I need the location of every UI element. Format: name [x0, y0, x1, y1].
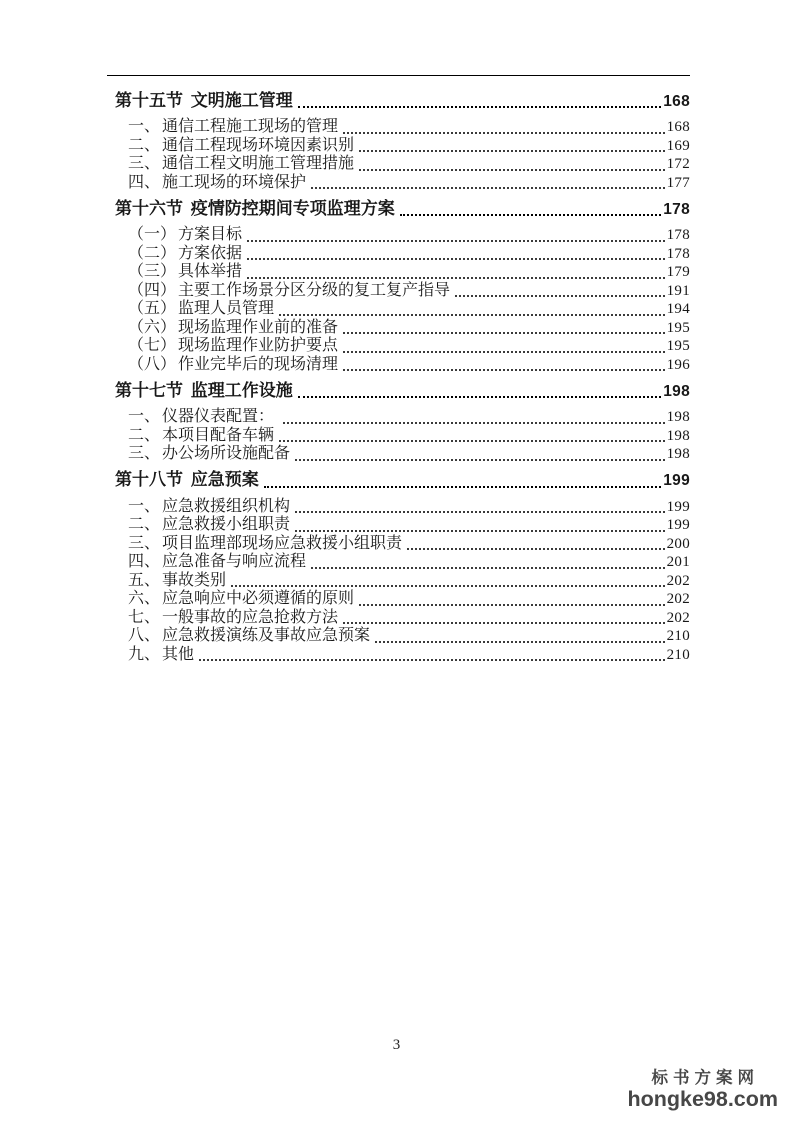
entry-number: 五、: [128, 571, 161, 589]
dot-leader: [295, 530, 665, 532]
entry-page-number: 201: [666, 554, 690, 570]
entry-label: 本项目配备车辆: [162, 426, 275, 444]
section-page-number: 168: [663, 92, 690, 110]
entry-number: 一、: [128, 118, 161, 135]
toc-entry[interactable]: [115, 300, 690, 319]
entry-number: （七）: [128, 337, 177, 354]
toc-entry[interactable]: [115, 627, 690, 646]
toc-entry[interactable]: [115, 408, 690, 427]
toc-entry[interactable]: [115, 337, 690, 356]
section-title: 第十五节 文明施工管理: [115, 90, 293, 110]
entry-label: 通信工程现场环境因素识别: [162, 136, 355, 154]
dot-leader: [311, 567, 665, 569]
entry-page-number: 202: [666, 572, 690, 589]
entry-label: 方案目标: [178, 226, 243, 243]
entry-label: 监理人员管理: [178, 300, 275, 317]
entry-page-number: 178: [666, 227, 690, 243]
dot-leader: [231, 585, 665, 587]
toc-entry[interactable]: [115, 516, 690, 535]
dot-leader: [298, 106, 662, 108]
entry-label: 现场监理作业前的准备: [178, 318, 339, 336]
entry-page-number: 195: [666, 338, 690, 354]
entry-label: 应急救援小组职责: [162, 516, 291, 533]
entry-number: 七、: [128, 608, 161, 626]
toc-entry[interactable]: [115, 427, 690, 446]
entry-page-number: 177: [666, 174, 690, 191]
header-rule: [107, 75, 690, 76]
dot-leader: [359, 604, 665, 606]
dot-leader: [199, 659, 665, 661]
toc-entry[interactable]: [115, 137, 690, 156]
watermark-site-url: hongke98.com: [627, 1086, 778, 1111]
dot-leader: [311, 187, 665, 189]
toc-entry[interactable]: [115, 245, 690, 264]
toc-entry[interactable]: [115, 553, 690, 572]
toc-entry[interactable]: [115, 356, 690, 375]
dot-leader: [247, 277, 665, 279]
dot-leader: [343, 622, 665, 624]
entry-number: 四、: [128, 173, 161, 191]
entry-label: 事故类别: [162, 571, 227, 589]
toc-entry[interactable]: [115, 226, 690, 245]
entry-number: 一、: [128, 497, 161, 515]
dot-leader: [264, 486, 662, 488]
entry-label: 施工现场的环境保护: [162, 173, 307, 191]
entry-number: 二、: [128, 426, 161, 444]
toc-section-heading[interactable]: [115, 381, 690, 402]
entry-label: 应急准备与响应流程: [162, 553, 307, 570]
dot-leader: [343, 332, 665, 334]
entry-label: 作业完毕后的现场清理: [178, 355, 339, 373]
toc-entry[interactable]: [115, 535, 690, 554]
toc-entry[interactable]: [115, 319, 690, 338]
entry-page-number: 196: [666, 356, 690, 373]
toc-entry[interactable]: [115, 445, 690, 464]
entry-number: （五）: [128, 300, 177, 317]
dot-leader: [279, 314, 665, 316]
dot-leader: [279, 440, 665, 442]
entry-page-number: 195: [666, 319, 690, 336]
entry-page-number: 179: [666, 264, 690, 280]
entry-number: 八、: [128, 627, 161, 644]
entry-page-number: 198: [666, 427, 690, 444]
entry-number: 六、: [128, 590, 161, 607]
dot-leader: [407, 548, 665, 550]
entry-number: 一、: [128, 408, 161, 425]
dot-leader: [295, 511, 665, 513]
entry-number: （八）: [128, 355, 177, 373]
entry-page-number: 198: [666, 409, 690, 425]
entry-number: 九、: [128, 645, 161, 663]
dot-leader: [343, 351, 665, 353]
entry-label: 方案依据: [178, 244, 243, 262]
entry-number: 三、: [128, 445, 161, 462]
entry-page-number: 210: [666, 628, 690, 644]
dot-leader: [343, 369, 665, 371]
section-title: 第十八节 应急预案: [115, 470, 259, 489]
entry-number: 四、: [128, 553, 161, 570]
entry-page-number: 199: [666, 517, 690, 533]
dot-leader: [295, 459, 665, 461]
entry-number: 二、: [128, 136, 161, 154]
toc-entry[interactable]: [115, 498, 690, 517]
entry-number: （六）: [128, 318, 177, 336]
dot-leader: [359, 150, 665, 152]
entry-page-number: 194: [666, 301, 690, 317]
entry-number: （四）: [128, 281, 177, 299]
entry-number: 三、: [128, 534, 161, 552]
toc-section-heading[interactable]: [115, 470, 690, 491]
dot-leader: [359, 169, 665, 171]
entry-page-number: 202: [666, 591, 690, 607]
page-number: 3: [392, 1037, 401, 1053]
dot-leader: [283, 422, 665, 424]
toc-entry[interactable]: [115, 174, 690, 193]
toc-entry[interactable]: [115, 282, 690, 301]
entry-page-number: 172: [666, 156, 690, 172]
entry-number: 二、: [128, 516, 161, 533]
entry-page-number: 202: [666, 609, 690, 626]
entry-label: 通信工程文明施工管理措施: [162, 155, 355, 172]
toc-entry[interactable]: [115, 155, 690, 174]
section-title: 第十七节 监理工作设施: [115, 380, 293, 400]
dot-leader: [343, 132, 665, 134]
toc-section-heading[interactable]: [115, 91, 690, 112]
toc-entry[interactable]: [115, 590, 690, 609]
toc-entry[interactable]: [115, 572, 690, 591]
entry-page-number: 168: [666, 119, 690, 135]
entry-label: 具体举措: [178, 263, 243, 280]
dot-leader: [247, 240, 665, 242]
entry-label: 通信工程施工现场的管理: [162, 118, 339, 135]
entry-label: 仪器仪表配置：: [162, 408, 279, 425]
entry-number: （三）: [128, 263, 177, 280]
dot-leader: [400, 214, 662, 216]
section-page-number: 199: [663, 472, 690, 489]
entry-label: 其他: [162, 645, 195, 663]
entry-number: （二）: [128, 244, 177, 262]
entry-page-number: 169: [666, 137, 690, 154]
entry-label: 项目监理部现场应急救援小组职责: [162, 534, 403, 552]
entry-page-number: 198: [666, 446, 690, 462]
toc-entry[interactable]: [115, 263, 690, 282]
watermark: [627, 1070, 778, 1110]
entry-label: 应急响应中必须遵循的原则: [162, 590, 355, 607]
entry-label: 现场监理作业防护要点: [178, 337, 339, 354]
entry-label: 一般事故的应急抢救方法: [162, 608, 339, 626]
entry-page-number: 191: [666, 282, 690, 299]
dot-leader: [298, 396, 662, 398]
entry-label: 主要工作场景分区分级的复工复产指导: [178, 281, 451, 299]
dot-leader: [455, 295, 665, 297]
entry-page-number: 200: [666, 535, 690, 552]
section-page-number: 178: [663, 200, 690, 218]
entry-number: （一）: [128, 226, 177, 243]
table-of-contents: [115, 84, 690, 664]
section-title: 第十六节 疫情防控期间专项监理方案: [115, 198, 395, 218]
watermark-site-name: 标书方案网: [651, 1069, 759, 1087]
entry-number: 三、: [128, 155, 161, 172]
entry-label: 应急救援组织机构: [162, 497, 291, 515]
toc-entry[interactable]: [115, 118, 690, 137]
entry-page-number: 210: [666, 646, 690, 663]
entry-page-number: 178: [666, 245, 690, 262]
toc-entry[interactable]: [115, 609, 690, 628]
entry-label: 应急救援演练及事故应急预案: [162, 627, 371, 644]
entry-label: 办公场所设施配备: [162, 445, 291, 462]
section-page-number: 198: [663, 382, 690, 400]
dot-leader: [247, 258, 665, 260]
toc-section-heading[interactable]: [115, 199, 690, 220]
toc-entry[interactable]: [115, 646, 690, 665]
entry-page-number: 199: [666, 498, 690, 515]
dot-leader: [375, 641, 665, 643]
